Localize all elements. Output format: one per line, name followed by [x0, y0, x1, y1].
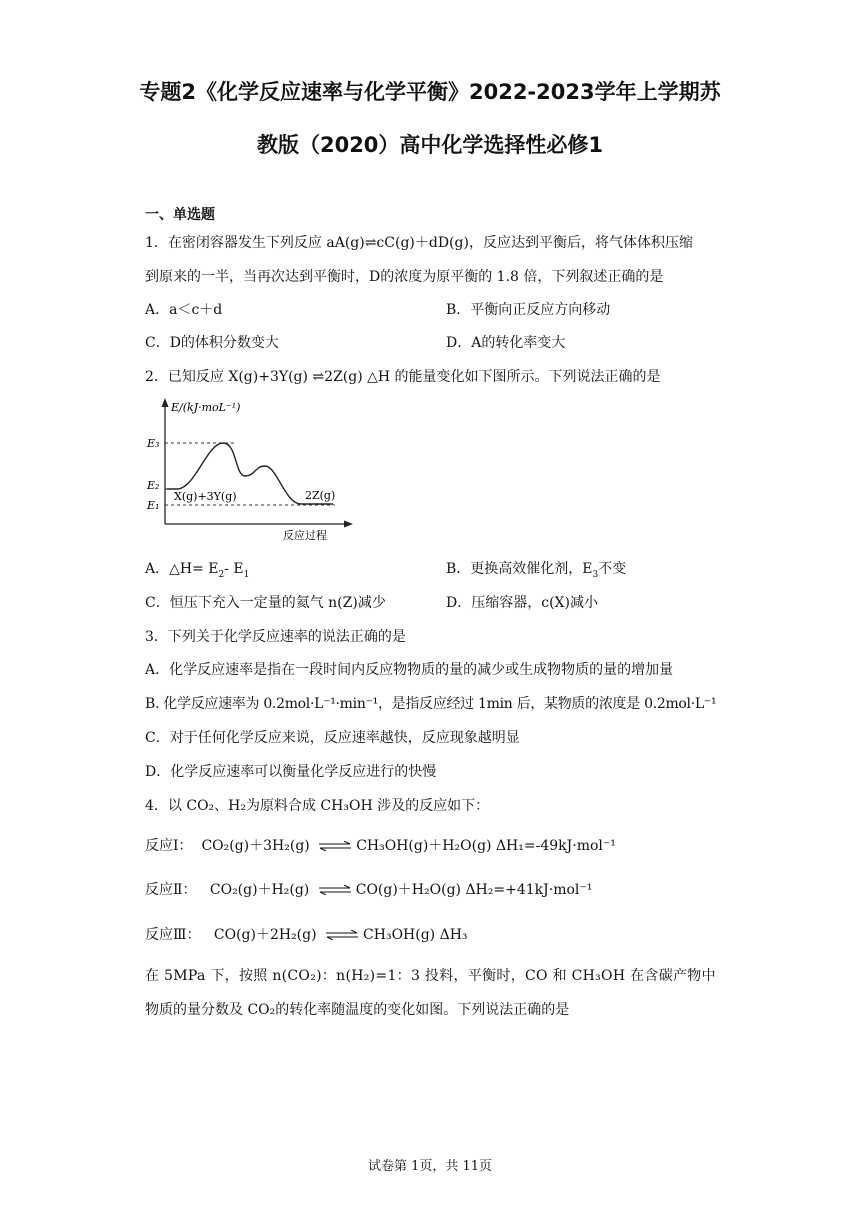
q2-option-c: C．恒压下充入一定量的氦气 n(Z)减少	[145, 595, 386, 611]
y-axis-label: E/(kJ·moL⁻¹)	[171, 401, 241, 414]
q1-stem-line2: 到原来的一半，当再次达到平衡时，D的浓度为原平衡的 1.8 倍，下列叙述正确的是	[145, 269, 664, 285]
x-axis-label: 反应过程	[283, 529, 327, 542]
section-heading: 一、单选题	[145, 207, 215, 223]
e1-label: E₁	[147, 499, 160, 512]
product-label: 2Z(g)	[305, 489, 336, 502]
q2-option-a: A．△H= $E_2-$ $E_1$	[145, 561, 250, 580]
equilibrium-arrow-icon	[318, 841, 352, 851]
q4-reaction-3: 反应Ⅲ： CO(g)＋2H₂(g) CH₃OH(g) ΔH₃	[145, 927, 468, 943]
q1-option-c: C．D的体积分数变大	[145, 335, 279, 351]
q1-option-d: D．A的转化率变大	[446, 335, 566, 351]
equilibrium-arrow-icon	[325, 930, 359, 940]
q4-stem: 4．以 CO₂、H₂为原料合成 CH₃OH 涉及的反应如下：	[145, 798, 490, 814]
document-title-line2: 教版（2020）高中化学选择性必修1	[256, 133, 604, 157]
e3-label: E₃	[147, 437, 160, 450]
q3-option-c: C．对于任何化学反应来说，反应速率越快，反应现象越明显	[145, 730, 520, 746]
document-title-line1: 专题2《化学反应速率与化学平衡》2022-2023学年上学期苏	[139, 80, 721, 104]
energy-diagram	[145, 396, 360, 544]
q2-option-b: B．更换高效催化剂，$E_3$不变	[446, 561, 627, 580]
q3-option-d: D．化学反应速率可以衡量化学反应进行的快慢	[145, 764, 437, 780]
q4-condition-line2: 物质的量分数及 CO₂的转化率随温度的变化如图。下列说法正确的是	[145, 1002, 570, 1018]
q4-reaction-2: 反应Ⅱ： CO₂(g)＋H₂(g) CO(g)＋H₂O(g) ΔH₂=+41kJ·mol⁻¹	[145, 882, 593, 898]
x-axis-arrow	[344, 521, 353, 528]
equilibrium-arrow-icon	[318, 885, 352, 895]
q1-stem-line1: 1．在密闭容器发生下列反应 aA(g)⇌cC(g)＋dD(g)，反应达到平衡后，将气体体积压缩	[145, 235, 693, 251]
y-axis-arrow	[162, 398, 169, 407]
e2-label: E₂	[147, 479, 160, 492]
q1-option-a: A．a＜c＋d	[145, 302, 223, 318]
q3-option-a: A．化学反应速率是指在一段时间内反应物物质的量的减少或生成物物质的量的增加量	[145, 662, 674, 678]
reactants-label: X(g)+3Y(g)	[174, 490, 237, 503]
q2-option-d: D．压缩容器，c(X)减小	[446, 595, 598, 611]
q1-option-b: B．平衡向正反应方向移动	[446, 302, 611, 318]
q4-condition-line1: 在 5MPa 下，按照 n(CO₂)：n(H₂)=1：3 投料，平衡时，CO 和 CH₃OH 在含碳产物中	[145, 968, 716, 984]
q4-reaction-1: 反应Ⅰ： CO₂(g)＋3H₂(g) CH₃OH(g)＋H₂O(g) ΔH₁=-49kJ·mol⁻¹	[145, 838, 616, 854]
q2-stem: 2．已知反应 X(g)+3Y(g) ⇌2Z(g) △H 的能量变化如下图所示。下列说法正确的是	[145, 369, 661, 385]
page-footer: 试卷第 1页，共 11页	[367, 1159, 493, 1174]
q3-option-b: B. 化学反应速率为 0.2mol·L⁻¹·min⁻¹，是指反应经过 1min 后，某物质的浓度是 0.2mol·L⁻¹	[145, 696, 717, 712]
q3-stem: 3．下列关于化学反应速率的说法正确的是	[145, 629, 406, 645]
